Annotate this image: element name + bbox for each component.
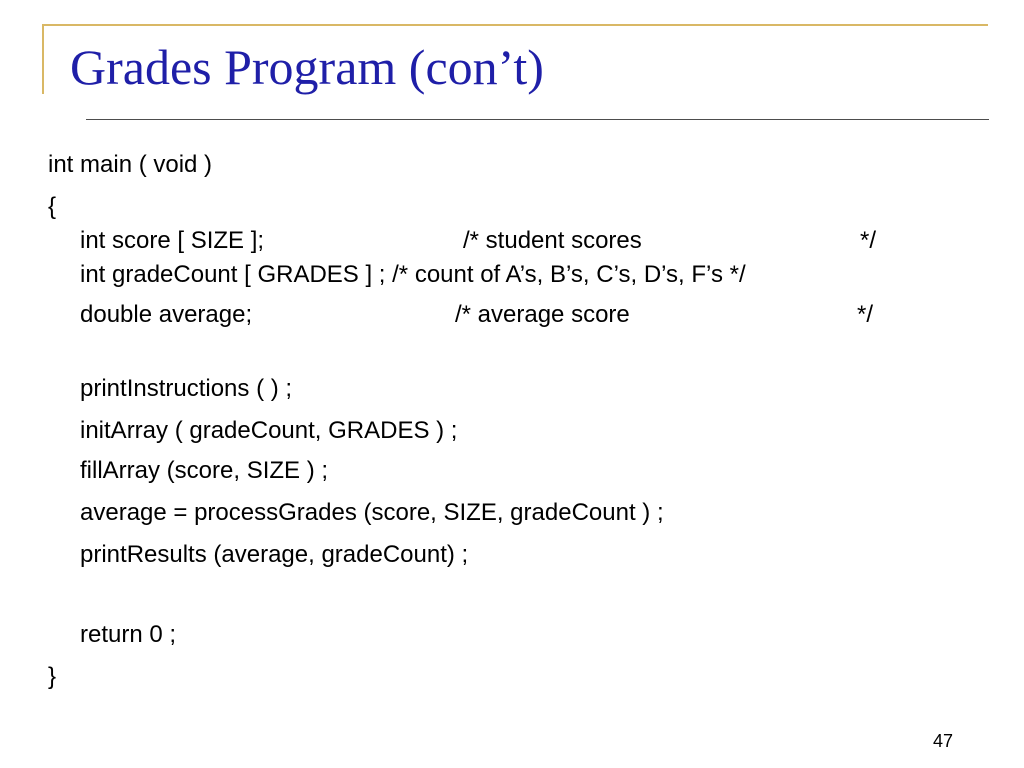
- code-comment-end: */: [860, 227, 877, 254]
- code-line: fillArray (score, SIZE ) ;: [80, 457, 329, 484]
- code-line: int score [ SIZE ];: [80, 227, 265, 254]
- code-line: average = processGrades (score, SIZE, gradeCount ) ;: [80, 499, 664, 526]
- code-line: {: [48, 193, 57, 220]
- code-comment: /* student scores: [463, 227, 642, 254]
- slide-number: 47: [932, 731, 953, 751]
- slide-title: Grades Program (con’t): [70, 39, 544, 95]
- code-line: initArray ( gradeCount, GRADES ) ;: [80, 417, 458, 444]
- title-frame-left-border: [42, 24, 44, 94]
- code-comment-end: */: [857, 301, 874, 328]
- title-frame-top-border: [42, 24, 988, 26]
- code-line: printResults (average, gradeCount) ;: [80, 541, 469, 568]
- code-comment: /* average score: [455, 301, 630, 328]
- code-line: int main ( void ): [48, 151, 213, 178]
- code-line: printInstructions ( ) ;: [80, 375, 293, 402]
- title-divider: [86, 119, 989, 120]
- code-line: int gradeCount [ GRADES ] ; /* count of A’s, B’s, C’s, D’s, F’s */: [80, 261, 746, 288]
- code-line: }: [48, 663, 57, 690]
- code-line: return 0 ;: [80, 621, 177, 648]
- code-line: double average;: [80, 301, 253, 328]
